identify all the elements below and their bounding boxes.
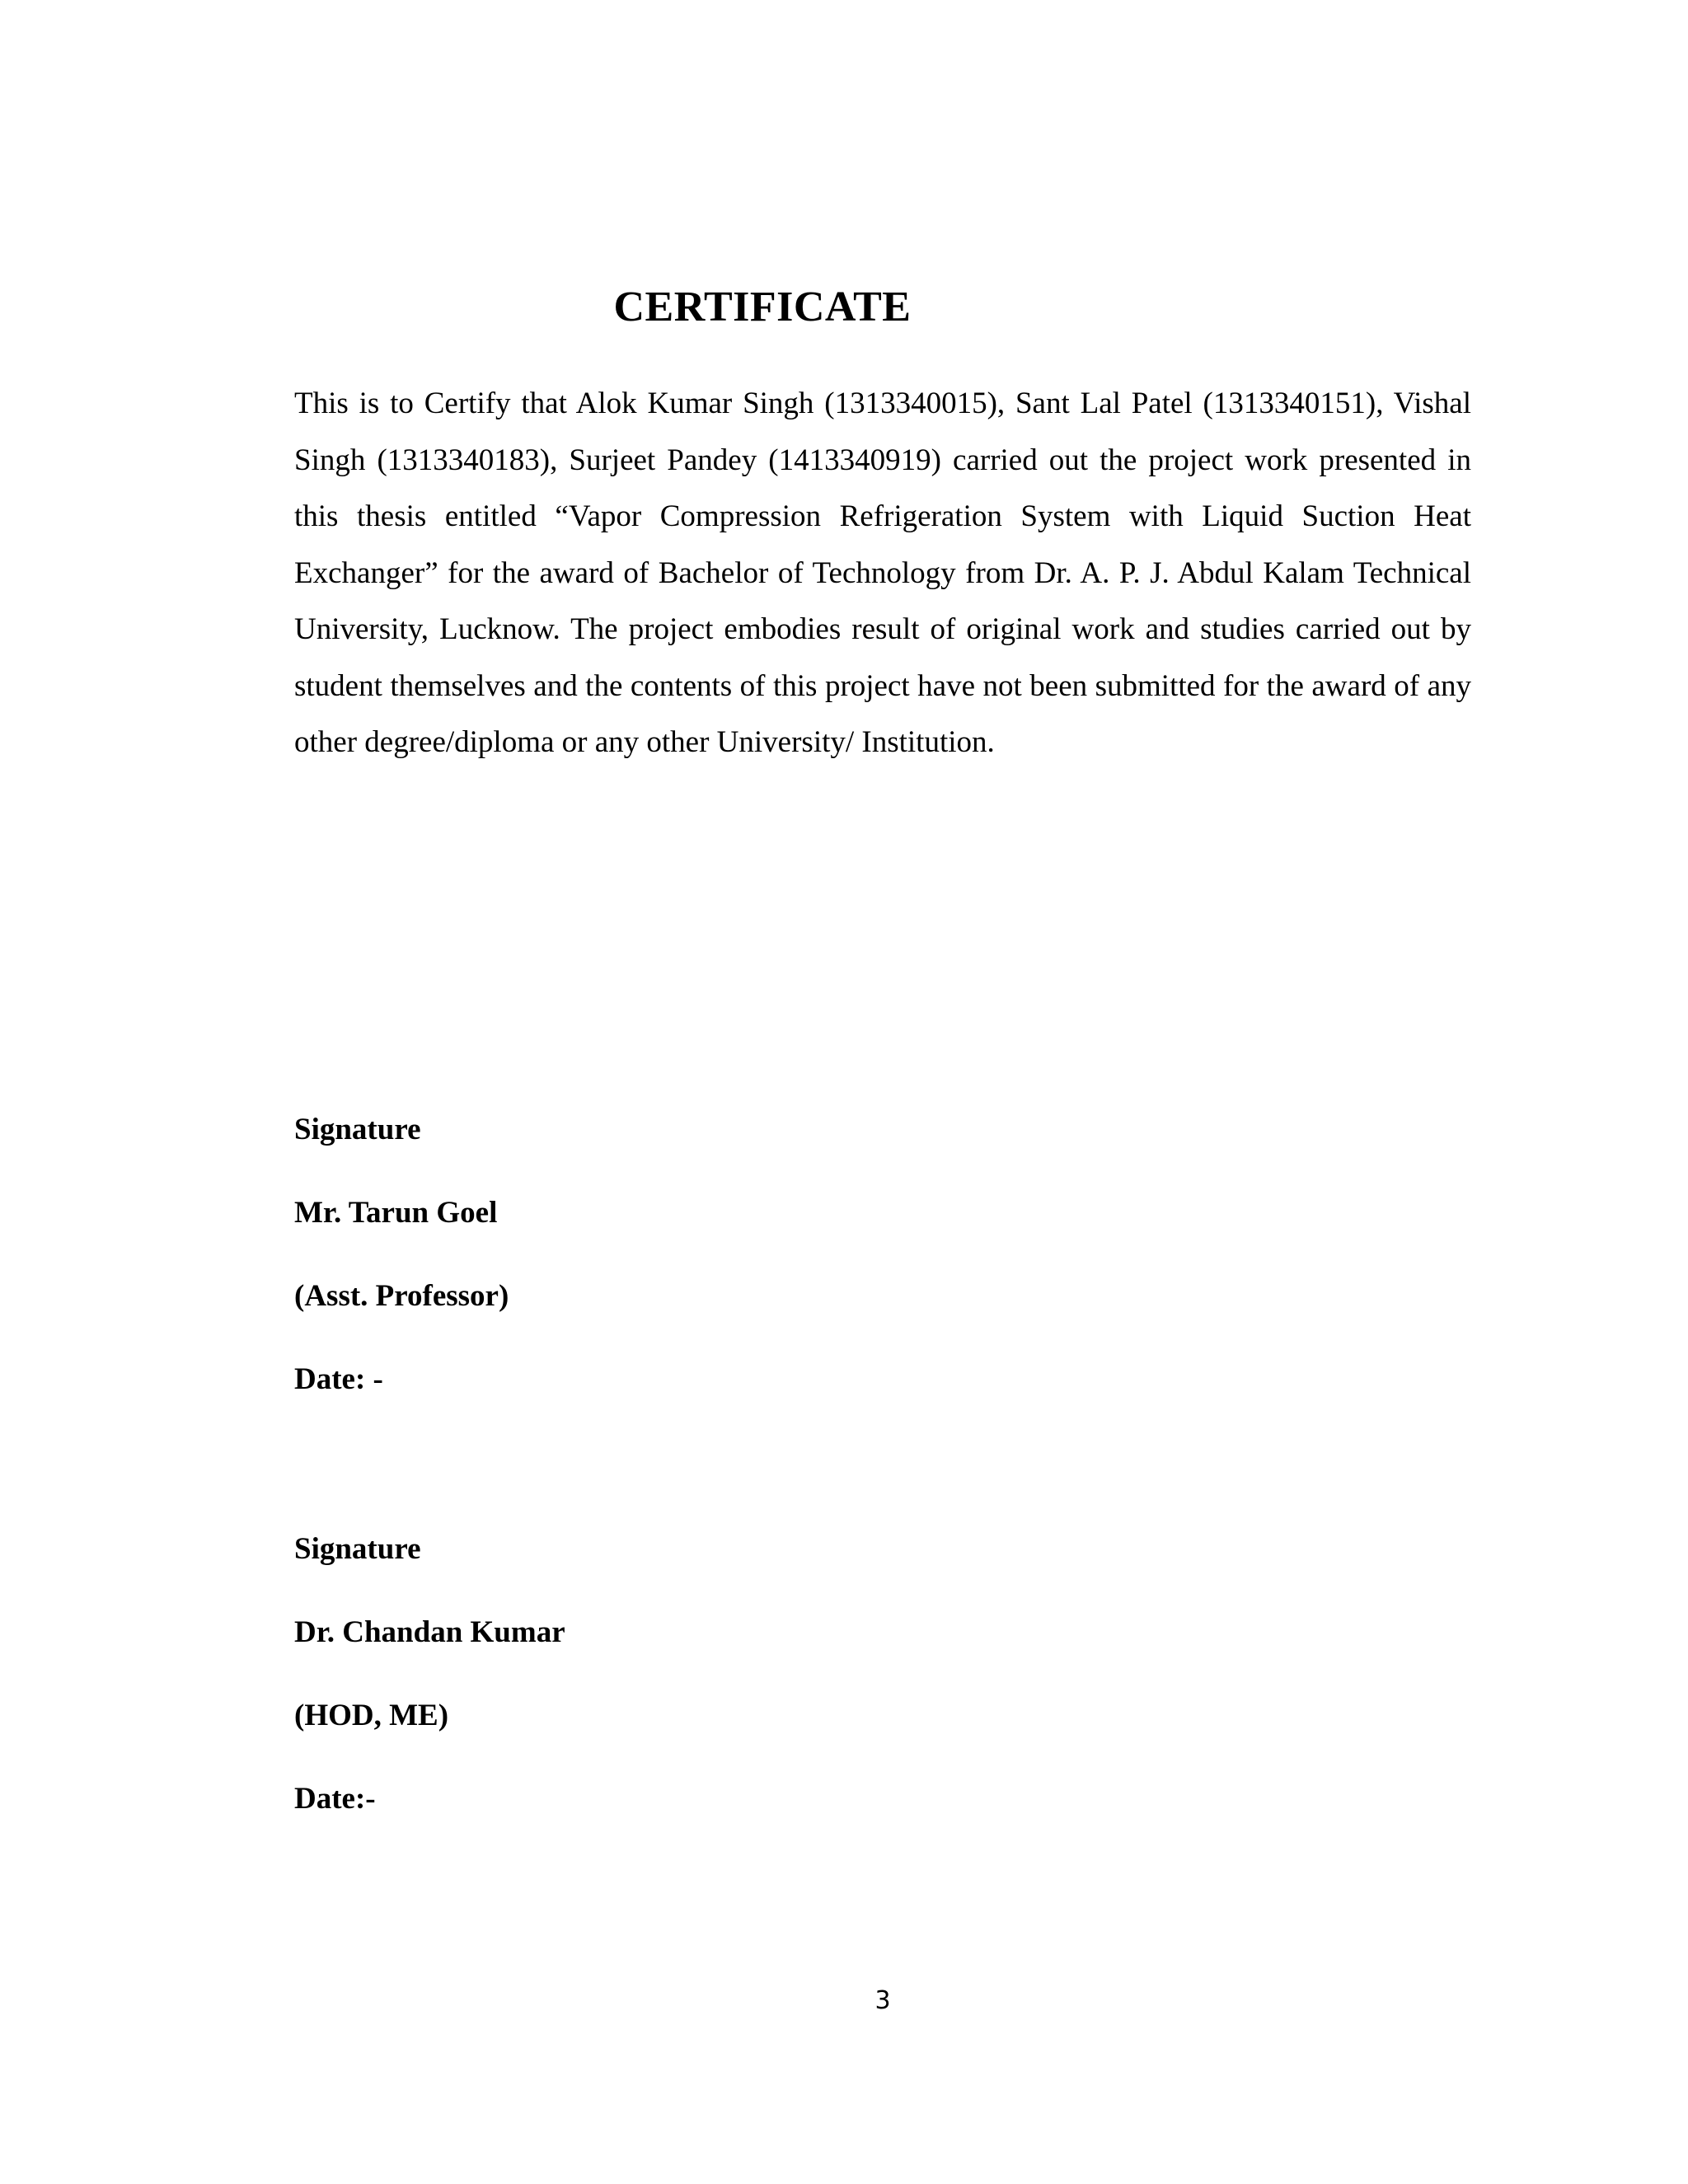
signature-label: Signature: [294, 1113, 421, 1146]
signatory-name: Dr. Chandan Kumar: [294, 1615, 565, 1649]
signatory-name: Mr. Tarun Goel: [294, 1196, 498, 1230]
signatory-designation: (Asst. Professor): [294, 1279, 509, 1313]
date-label: Date:-: [294, 1782, 376, 1816]
date-label: Date: -: [294, 1362, 383, 1396]
signatory-designation: (HOD, ME): [294, 1699, 449, 1732]
certificate-body-paragraph: This is to Certify that Alok Kumar Singh (1313340015), Sant Lal Patel (1313340151), Vishal Singh (1313340183), Surjeet Pandey (1413340919) carried out the project work presented in this thesis entitled “Vapor Compression Refrigeration System with Liquid Suction Heat Exchanger” for the award of Bachelor of Technology from Dr. A. P. J. Abdul Kalam Technical University, Lucknow. The project embodies result of original work and studies carried out by student themselves and the contents of this project have not been submitted for the award of any other degree/diploma or any other University/ Institution.: [294, 387, 1471, 759]
page-number: 3: [874, 1986, 891, 2015]
signature-label: Signature: [294, 1532, 421, 1566]
page-title: CERTIFICATE: [613, 284, 912, 330]
